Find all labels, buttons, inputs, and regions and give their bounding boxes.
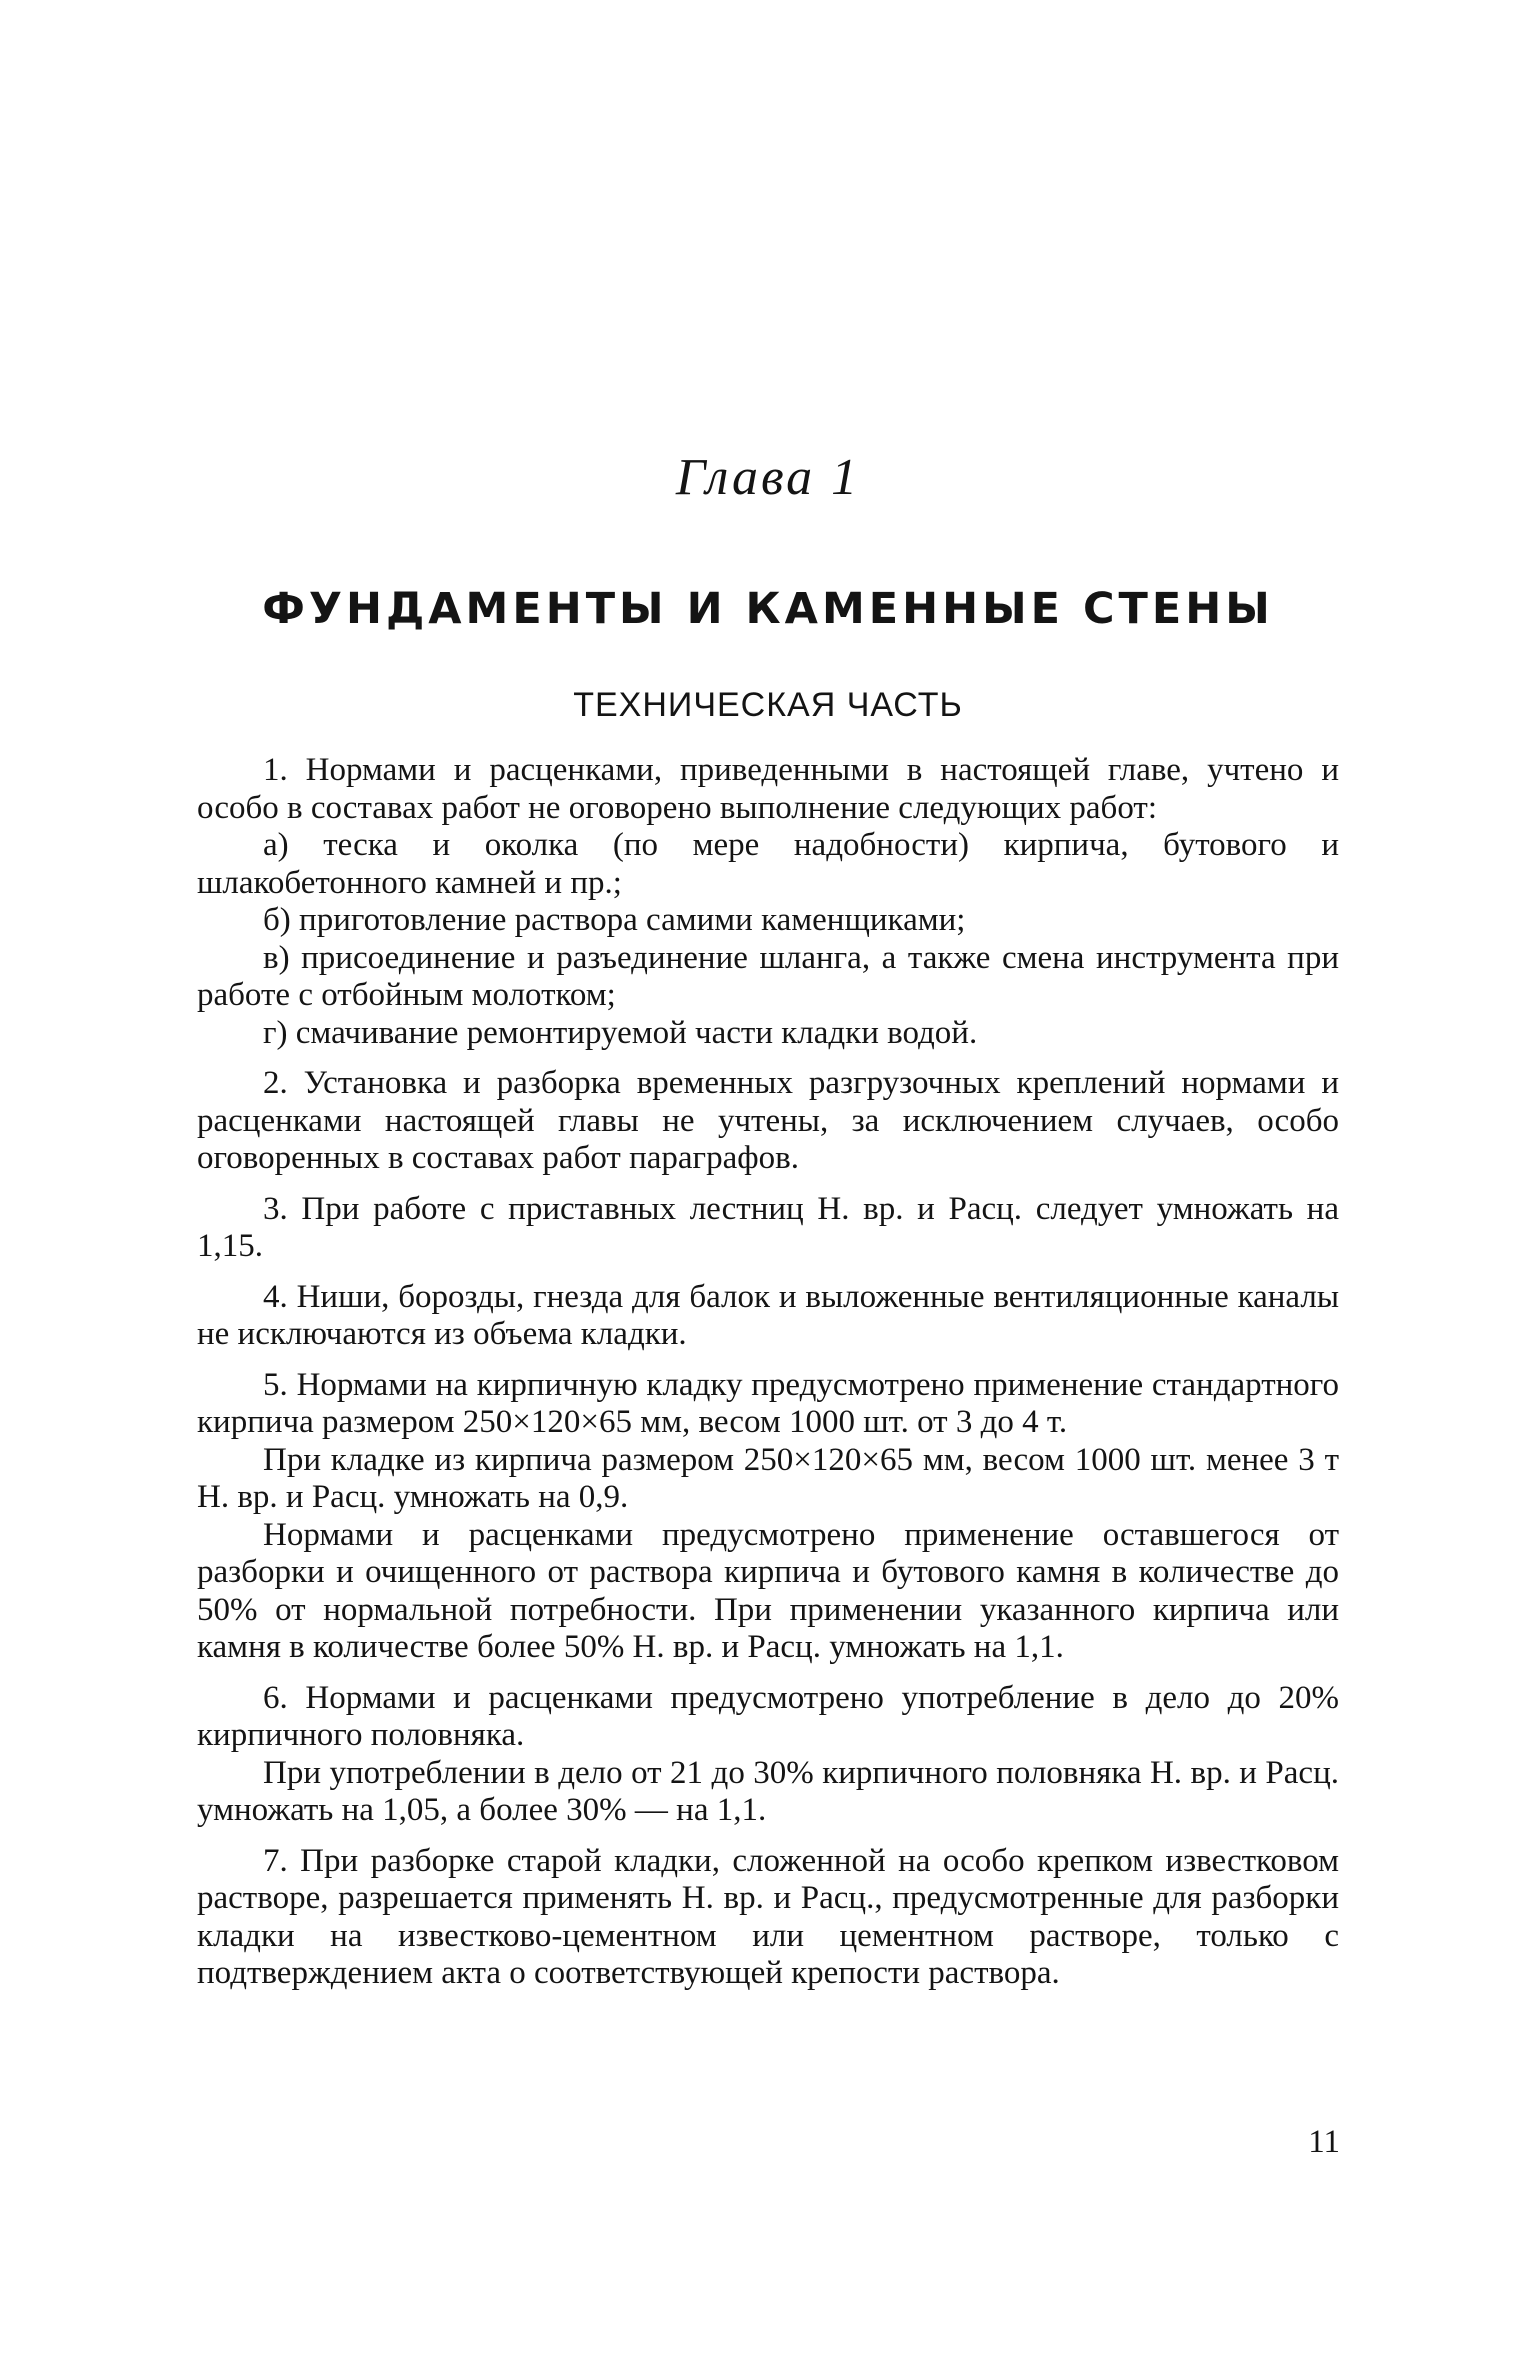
chapter-label: Глава 1 xyxy=(675,449,861,506)
list-item-a: а) теска и околка (по мере надобности) кирпича, бутового и шлакобетонного камней и пр.; xyxy=(197,827,1339,901)
paragraph-2: 2. Установка и разборка временных разгрузочных креплений нормами и расценками настоящей главы не учтены, за исключением случаев, особо оговоренных в составах работ параграфов. xyxy=(197,1065,1339,1176)
paragraph-1: 1. Нормами и расценками, приведенными в настоящей главе, учтено и особо в составах работ не оговорено выполнение следующих работ: xyxy=(197,752,1339,826)
paragraph-6: 6. Нормами и расценками предусмотрено употребление в дело до 20% кирпичного половняка. xyxy=(197,1679,1339,1753)
page-number: 11 xyxy=(1308,2124,1340,2160)
paragraph-5-note-2: Нормами и расценками предусмотрено применение оставшегося от разборки и очищенного от раствора кирпича и бутового камня в количестве до 50% от нормальной потребности. При применении указанного кирпича или камня в количестве более 50% Н. вр. и Расц. умножать на 1,1. xyxy=(197,1516,1339,1665)
section-subtitle: ТЕХНИЧЕСКАЯ ЧАСТЬ xyxy=(573,686,963,724)
list-item-b: б) приготовление раствора самими каменщиками; xyxy=(263,902,966,938)
list-item-v: в) присоединение и разъединение шланга, а также смена инструмента при работе с отбойным молотком; xyxy=(197,939,1339,1013)
paragraph-5: 5. Нормами на кирпичную кладку предусмотрено применение стандартного кирпича размером 250×120×65 мм, весом 1000 шт. от 3 до 4 т. xyxy=(197,1366,1339,1440)
paragraph-4: 4. Ниши, борозды, гнезда для балок и выложенные вентиляционные каналы не исключаются из объема кладки. xyxy=(197,1278,1339,1352)
paragraph-3: 3. При работе с приставных лестниц Н. вр. и Расц. следует умножать на 1,15. xyxy=(197,1190,1339,1264)
list-item-g: г) смачивание ремонтируемой части кладки водой. xyxy=(263,1014,978,1051)
paragraph-7: 7. При разборке старой кладки, сложенной на особо крепком известковом растворе, разрешается применять Н. вр. и Расц., предусмотренные для разборки кладки на известково-цементном или цементном растворе, только с подтверждением акта о соответствующей крепости раствора. xyxy=(197,1842,1339,1991)
chapter-title: ФУНДАМЕНТЫ И КАМЕННЫЕ СТЕНЫ xyxy=(262,584,1274,634)
body-text xyxy=(197,752,1339,1993)
paragraph-6-note: При употреблении в дело от 21 до 30% кирпичного половняка Н. вр. и Расц. умножать на 1,05, а более 30% — на 1,1. xyxy=(197,1754,1339,1828)
paragraph-5-note-1: При кладке из кирпича размером 250×120×65 мм, весом 1000 шт. менее 3 т Н. вр. и Расц. умножать на 0,9. xyxy=(197,1441,1339,1515)
